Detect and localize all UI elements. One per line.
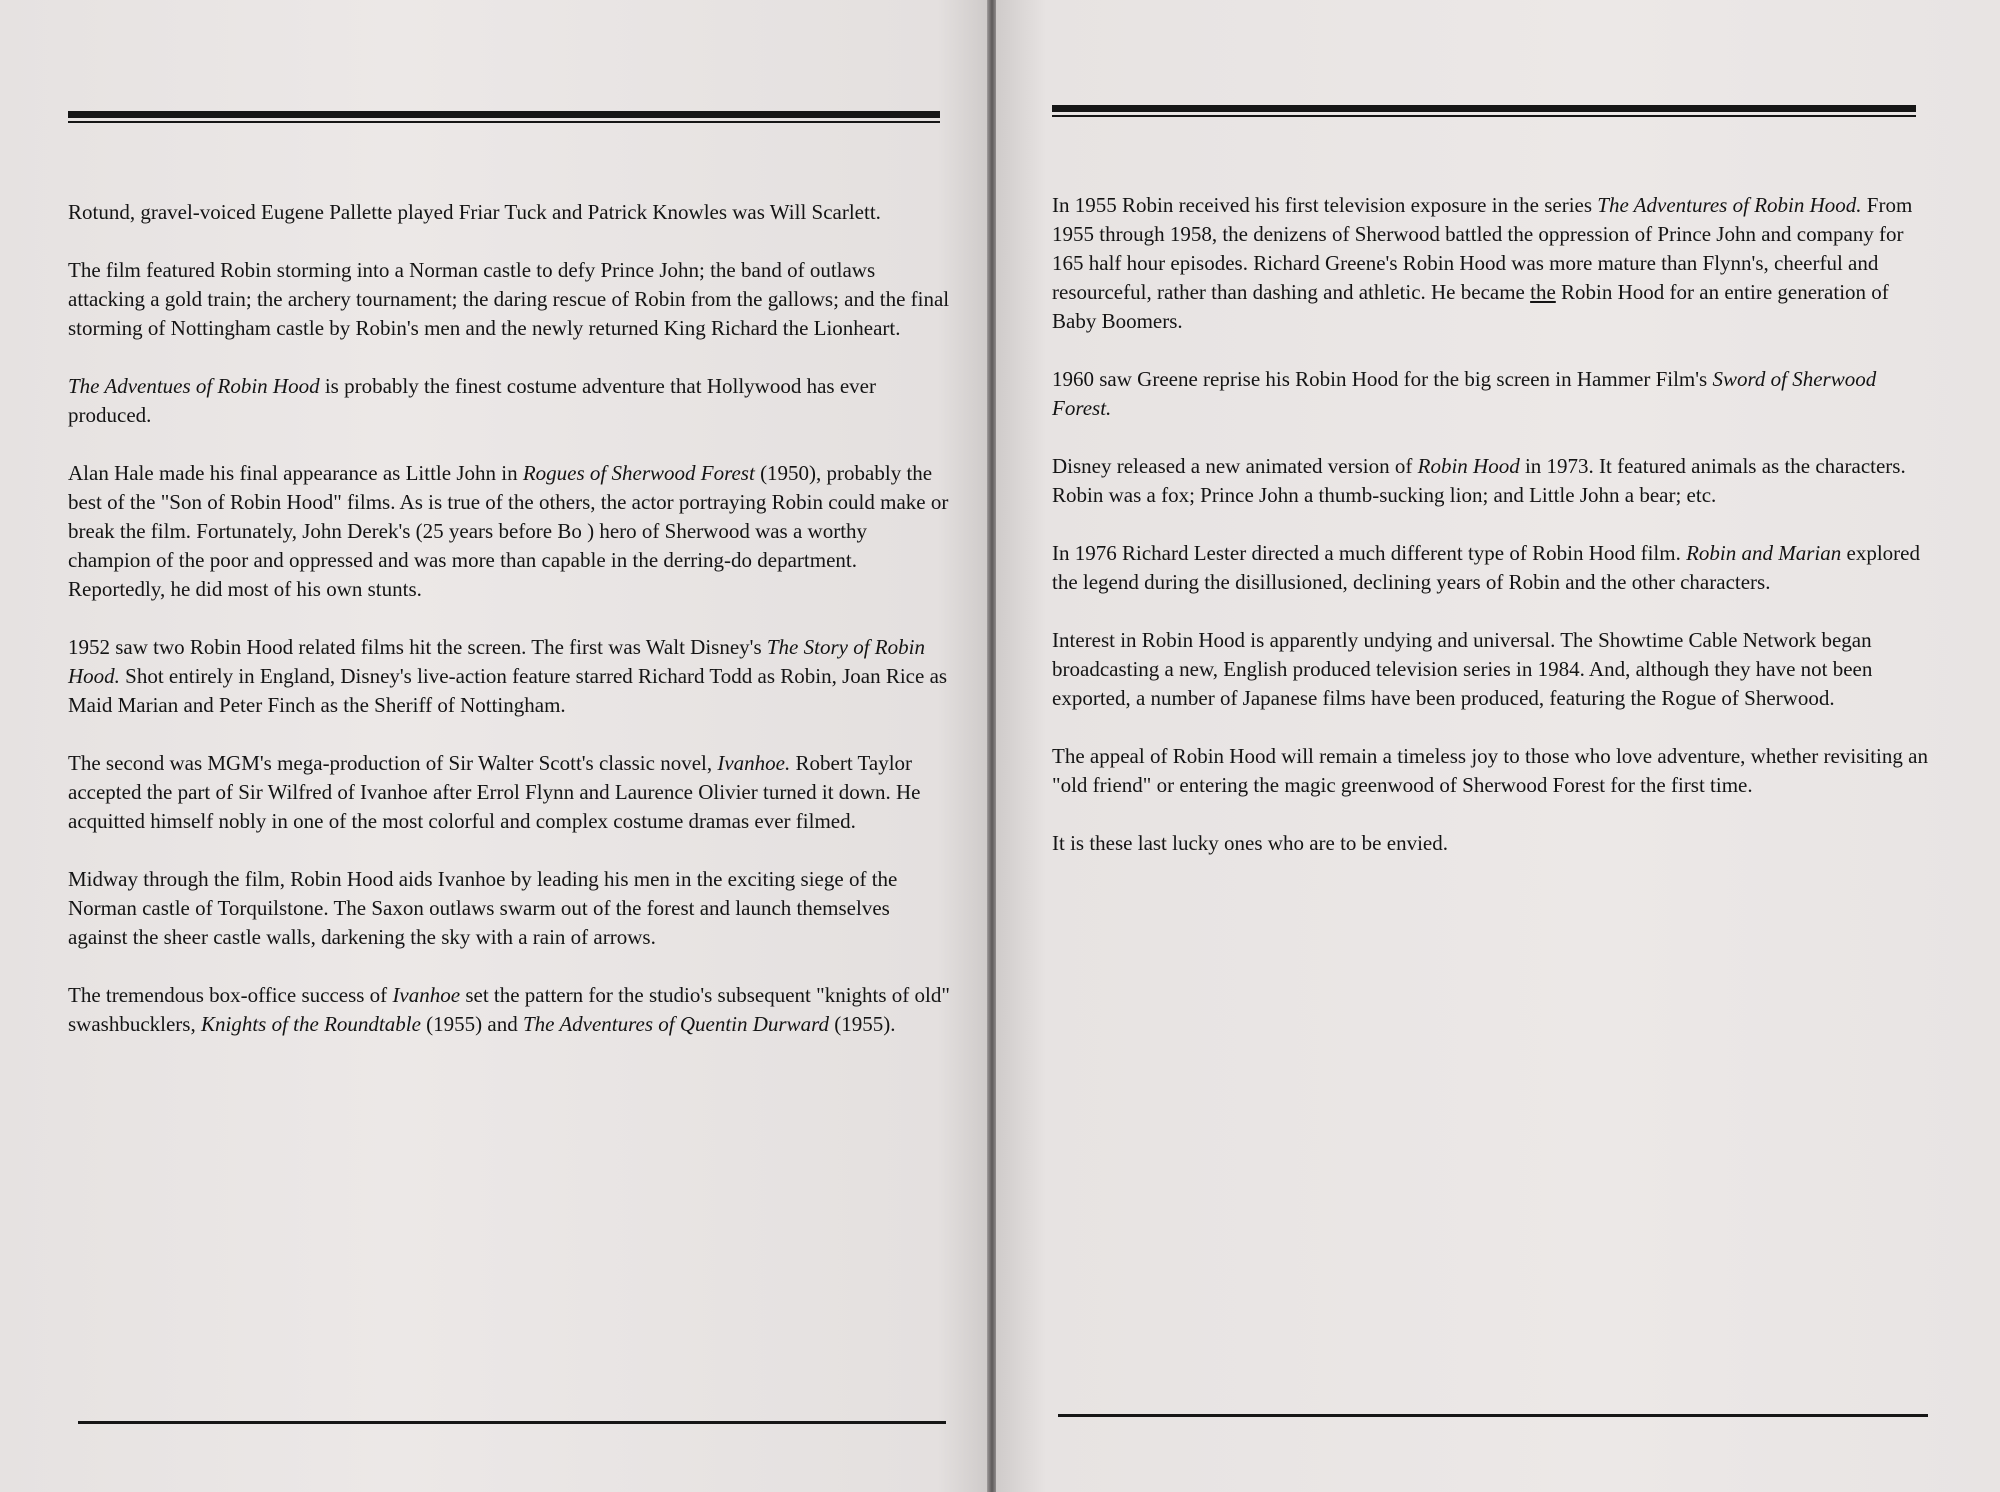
text-run: The film featured Robin storming into a Norman castle to defy Prince John; the band of outlaws attacking a gold train; the archery tournament; the daring rescue of Robin from the gallows; and the final storming of Nottingham castle by Robin's men and the newly returned King Richard the Lionheart. <box>68 258 950 340</box>
italic-title: Sword of Sherwood Forest. <box>1052 367 1877 420</box>
paragraph <box>1052 191 1934 336</box>
italic-title: Knights of the Roundtable <box>200 1012 421 1036</box>
top-rule <box>68 111 940 123</box>
text-run: (1955). <box>829 1012 896 1036</box>
paragraph <box>1052 626 1934 713</box>
text-run: The second was MGM's mega-production of Sir Walter Scott's classic novel, <box>68 751 718 775</box>
right-text-column <box>1052 191 1934 858</box>
paragraph <box>68 198 950 227</box>
paragraph <box>1052 742 1934 800</box>
text-run: the <box>1530 280 1556 304</box>
paragraph <box>68 749 950 836</box>
top-rule <box>1052 105 1916 117</box>
paragraph <box>68 256 950 343</box>
left-page <box>0 0 988 1492</box>
text-run: In 1955 Robin received his first television exposure in the series <box>1052 193 1598 217</box>
italic-title: The Adventues of Robin Hood <box>68 374 320 398</box>
right-page <box>996 0 2000 1492</box>
italic-title: Robin Hood <box>1417 454 1520 478</box>
paragraph <box>1052 365 1934 423</box>
text-run: Alan Hale made his final appearance as Little John in <box>68 461 523 485</box>
italic-title: Ivanhoe. <box>717 751 791 775</box>
text-run: The appeal of Robin Hood will remain a timeless joy to those who love adventure, whether revisiting an "old friend" or entering the magic greenwood of Sherwood Forest for the first time. <box>1052 744 1928 797</box>
text-run: From 1955 through 1958, the denizens of Sherwood battled the oppression of Prince John and company for 165 half hour episodes. Richard Greene's Robin Hood was more mature than Flynn's, cheerful and resourceful, rather than dashing and athletic. He became <box>1052 193 1913 304</box>
book-gutter <box>988 0 996 1492</box>
italic-title: Rogues of Sherwood Forest <box>522 461 755 485</box>
text-run: Rotund, gravel-voiced Eugene Pallette played Friar Tuck and Patrick Knowles was Will Scarlett. <box>68 200 881 224</box>
italic-title: The Story of Robin Hood. <box>68 635 925 688</box>
bottom-rule <box>1058 1414 1928 1417</box>
paragraph <box>68 372 950 430</box>
text-run: in 1973. It featured animals as the characters. Robin was a fox; Prince John a thumb-sucking lion; and Little John a bear; etc. <box>1052 454 1906 507</box>
text-run: The tremendous box-office success of <box>68 983 393 1007</box>
italic-title: The Adventures of Quentin Durward <box>522 1012 829 1036</box>
text-run: Disney released a new animated version of <box>1052 454 1418 478</box>
paragraph <box>1052 452 1934 510</box>
paragraph <box>1052 829 1934 858</box>
paragraph <box>68 865 950 952</box>
paragraph <box>68 633 950 720</box>
text-run: Interest in Robin Hood is apparently undying and universal. The Showtime Cable Network began broadcasting a new, English produced television series in 1984. And, although they have not been exported, a number of Japanese films have been produced, featuring the Rogue of Sherwood. <box>1052 628 1873 710</box>
italic-title: The Adventures of Robin Hood. <box>1597 193 1862 217</box>
text-run: (1955) and <box>420 1012 523 1036</box>
text-run: It is these last lucky ones who are to be envied. <box>1052 831 1448 855</box>
text-run: 1960 saw Greene reprise his Robin Hood for the big screen in Hammer Film's <box>1052 367 1713 391</box>
text-run: In 1976 Richard Lester directed a much different type of Robin Hood film. <box>1052 541 1687 565</box>
text-run: is probably the finest costume adventure that Hollywood has ever produced. <box>68 374 876 427</box>
text-run: Midway through the film, Robin Hood aids Ivanhoe by leading his men in the exciting siege of the Norman castle of Torquilstone. The Saxon outlaws swarm out of the forest and launch themselves against the sheer castle walls, darkening the sky with a rain of arrows. <box>68 867 898 949</box>
paragraph <box>68 981 950 1039</box>
text-run: 1952 saw two Robin Hood related films hit the screen. The first was Walt Disney's <box>68 635 767 659</box>
paragraph <box>1052 539 1934 597</box>
text-run: Robin Hood for an entire generation of Baby Boomers. <box>1052 280 1889 333</box>
left-text-column <box>68 198 950 1039</box>
text-run: (1950), probably the best of the "Son of Robin Hood" films. As is true of the others, the actor portraying Robin could make or break the film. Fortunately, John Derek's (25 years before Bo ) hero of Sherwood was a worthy champion of the poor and oppressed and was more than capable in the derring-do department. Reportedly, he did most of his own stunts. <box>68 461 949 601</box>
italic-title: Robin and Marian <box>1686 541 1842 565</box>
text-run: Shot entirely in England, Disney's live-action feature starred Richard Todd as Robin, Joan Rice as Maid Marian and Peter Finch as the Sheriff of Nottingham. <box>68 664 948 717</box>
text-run: set the pattern for the studio's subsequent "knights of old" swashbucklers, <box>68 983 950 1036</box>
paragraph <box>68 459 950 604</box>
italic-title: Ivanhoe <box>392 983 461 1007</box>
text-run: Robert Taylor accepted the part of Sir Wilfred of Ivanhoe after Errol Flynn and Laurence Olivier turned it down. He acquitted himself nobly in one of the most colorful and complex costume dramas ever filmed. <box>68 751 921 833</box>
text-run: explored the legend during the disillusioned, declining years of Robin and the other characters. <box>1052 541 1921 594</box>
bottom-rule <box>78 1421 946 1424</box>
